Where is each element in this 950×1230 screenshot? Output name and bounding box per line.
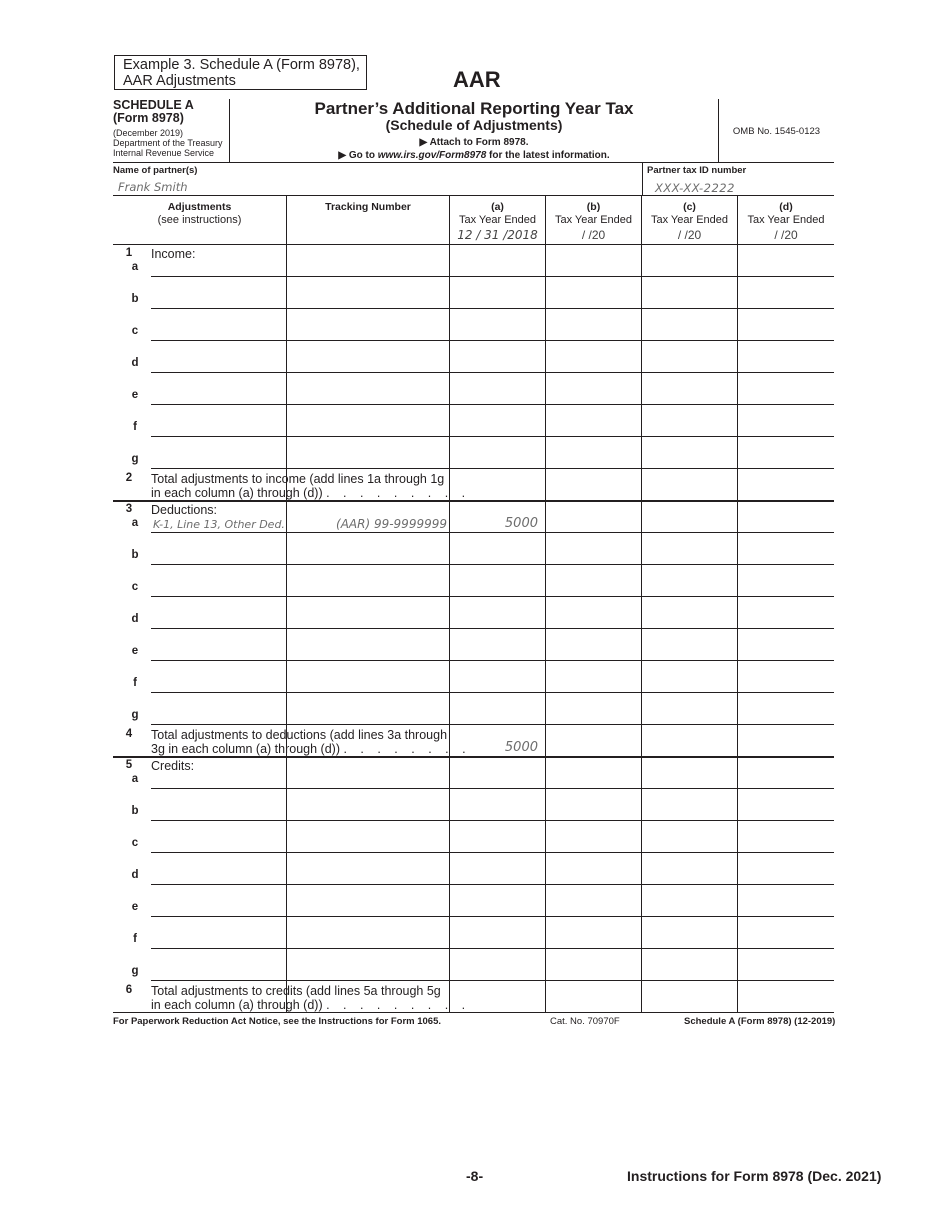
col-a-label: Tax Year Ended: [458, 214, 537, 226]
line-1b-letter: b: [131, 293, 139, 305]
goto-suffix: for the latest information.: [486, 150, 610, 161]
goto-url[interactable]: www.irs.gov/Form8978: [377, 150, 487, 161]
form-title: [230, 100, 718, 162]
line-5b-letter: b: [131, 805, 139, 817]
partner-divider: [642, 163, 643, 195]
omb-number: OMB No. 1545-0123: [732, 126, 821, 137]
line-5-label: Credits:: [151, 759, 195, 773]
column-line-4: [641, 196, 642, 1013]
column-header-bottom-rule: [113, 244, 834, 245]
aar-label: AAR: [453, 67, 501, 92]
line-4-text2-row: [151, 742, 471, 756]
line-3a-tracking-number[interactable]: (AAR) 99-9999999: [336, 517, 447, 531]
line-3a-description[interactable]: K-1, Line 13, Other Ded.: [153, 518, 285, 531]
header-bottom-rule: [113, 162, 834, 163]
goto-instruction: [230, 149, 718, 162]
line-2-number: 2: [125, 472, 133, 484]
line-3g-rule: [151, 724, 834, 725]
partner-bottom-rule: [113, 195, 834, 196]
line-5g-rule: [151, 980, 834, 981]
line-1-label: Income:: [151, 247, 196, 261]
line-6-dots: . . . . . . . . .: [326, 998, 471, 1012]
line-1d-letter: d: [131, 357, 139, 369]
line-5b-rule: [151, 820, 834, 821]
line-3d-rule: [151, 628, 834, 629]
line-1a-letter: a: [131, 261, 139, 273]
line-5f-rule: [151, 948, 834, 949]
col-head-tracking-title: Tracking Number: [325, 201, 411, 213]
line-3-number: 3: [125, 503, 133, 515]
line-5e-rule: [151, 916, 834, 917]
line-4-text1: Total adjustments to deductions (add lines 3a through: [151, 728, 448, 742]
line-1a-rule: [151, 276, 834, 277]
line-2-text2: in each column (a) through (d)): [151, 486, 323, 500]
line-2-label: [151, 472, 470, 500]
line-1e-rule: [151, 404, 834, 405]
col-c-date[interactable]: / /20: [677, 228, 702, 242]
line-5e-letter: e: [131, 901, 139, 913]
line-5g-letter: g: [131, 965, 139, 977]
col-head-c: [642, 201, 737, 227]
line-6-label: [151, 984, 470, 1012]
line-2-text2-row: [151, 486, 470, 500]
line-6-text1: Total adjustments to credits (add lines 5a through 5g: [151, 984, 441, 998]
col-d-label: Tax Year Ended: [747, 214, 825, 226]
line-3f-rule: [151, 692, 834, 693]
line-1b-rule: [151, 308, 834, 309]
line-5c-rule: [151, 852, 834, 853]
line-3c-rule: [151, 596, 834, 597]
line-5f-letter: f: [133, 933, 137, 945]
form-identifier: Schedule A (Form 8978) (12-2019): [684, 1016, 836, 1027]
line-3d-letter: d: [131, 613, 139, 625]
form-title-main: Partner’s Additional Reporting Year Tax: [314, 99, 634, 118]
line-6-number: 6: [125, 984, 133, 996]
line-4-label: [151, 728, 471, 756]
partner-id-value[interactable]: XXX-XX-2222: [655, 181, 735, 195]
line-1d-rule: [151, 372, 834, 373]
line-3g-letter: g: [131, 709, 139, 721]
line-2-dots: . . . . . . . . .: [326, 486, 471, 500]
schedule-form: (Form 8978): [113, 111, 184, 125]
col-head-tracking: [287, 201, 449, 214]
col-head-d: [738, 201, 834, 227]
line-2-text1: Total adjustments to income (add lines 1a through 1g: [151, 472, 445, 486]
line-3b-rule: [151, 564, 834, 565]
line-3a-letter: a: [131, 517, 139, 529]
line-1f-letter: f: [133, 421, 137, 433]
schedule-dept: Department of the Treasury: [113, 138, 223, 148]
line-3a-col-a-value[interactable]: 5000: [504, 516, 538, 531]
col-c-letter: (c): [683, 201, 696, 213]
paperwork-notice: For Paperwork Reduction Act Notice, see the Instructions for Form 1065.: [113, 1016, 441, 1027]
line-4-col-a-value[interactable]: 5000: [504, 740, 538, 755]
schedule-identification: [113, 99, 229, 158]
example-caption-line1: Example 3. Schedule A (Form 8978),: [123, 57, 360, 73]
line-3a-rule: [151, 532, 834, 533]
line-6-text2-row: [151, 998, 470, 1012]
form-title-sub: (Schedule of Adjustments): [385, 117, 563, 133]
partner-id-label: Partner tax ID number: [647, 165, 747, 176]
column-line-5: [737, 196, 738, 1013]
col-d-letter: (d): [779, 201, 793, 213]
line-3b-letter: b: [131, 549, 139, 561]
line-4-dots: . . . . . . . .: [343, 742, 471, 756]
page-number: -8-: [466, 1168, 484, 1184]
line-6-bottom-rule: [113, 1012, 834, 1013]
column-line-2: [449, 196, 450, 1013]
attach-instruction: ▶ Attach to Form 8978.: [419, 137, 529, 148]
line-1-number: 1: [125, 247, 133, 259]
line-5a-letter: a: [131, 773, 139, 785]
col-b-date[interactable]: / /20: [581, 228, 606, 242]
col-a-letter: (a): [491, 201, 504, 213]
col-head-adjustments-title: Adjustments: [167, 201, 232, 213]
line-1c-rule: [151, 340, 834, 341]
line-3f-letter: f: [133, 677, 137, 689]
col-a-date[interactable]: 12 / 31 /2018: [457, 228, 538, 242]
line-5-number: 5: [125, 759, 133, 771]
line-1g-rule: [151, 468, 834, 469]
line-5a-rule: [151, 788, 834, 789]
example-caption-line2: AAR Adjustments: [123, 73, 236, 89]
instructions-footer: Instructions for Form 8978 (Dec. 2021): [627, 1168, 882, 1184]
catalog-number: Cat. No. 70970F: [550, 1016, 620, 1027]
line-1g-letter: g: [131, 453, 139, 465]
col-head-adjustments: [113, 201, 286, 227]
line-4-text2: 3g in each column (a) through (d)): [151, 742, 340, 756]
line-3c-letter: c: [131, 581, 139, 593]
line-2-bottom-rule: [113, 500, 834, 502]
schedule-date: (December 2019): [113, 128, 184, 138]
line-4-bottom-rule: [113, 756, 834, 758]
col-c-label: Tax Year Ended: [650, 214, 729, 226]
line-3e-rule: [151, 660, 834, 661]
schedule-name: SCHEDULE A: [113, 98, 194, 112]
col-head-adjustments-sub: (see instructions): [157, 214, 242, 226]
line-5d-letter: d: [131, 869, 139, 881]
line-1f-rule: [151, 436, 834, 437]
partner-name-value[interactable]: Frank Smith: [118, 180, 188, 194]
line-3e-letter: e: [131, 645, 139, 657]
line-1c-letter: c: [131, 325, 139, 337]
column-line-1: [286, 196, 287, 1013]
col-head-a: [450, 201, 545, 227]
line-4-number: 4: [125, 728, 133, 740]
col-d-date[interactable]: / /20: [774, 228, 798, 242]
col-head-b: [546, 201, 641, 227]
col-b-label: Tax Year Ended: [554, 214, 633, 226]
line-1e-letter: e: [131, 389, 139, 401]
col-b-letter: (b): [586, 201, 601, 213]
line-3-label: Deductions:: [151, 503, 218, 517]
line-6-text2: in each column (a) through (d)): [151, 998, 323, 1012]
line-5c-letter: c: [131, 837, 139, 849]
column-line-3: [545, 196, 546, 1013]
partner-name-label: Name of partner(s): [113, 165, 198, 176]
example-caption-box: [114, 55, 367, 90]
line-5d-rule: [151, 884, 834, 885]
schedule-irs: Internal Revenue Service: [113, 148, 215, 158]
goto-prefix: ▶ Go to: [338, 150, 378, 161]
